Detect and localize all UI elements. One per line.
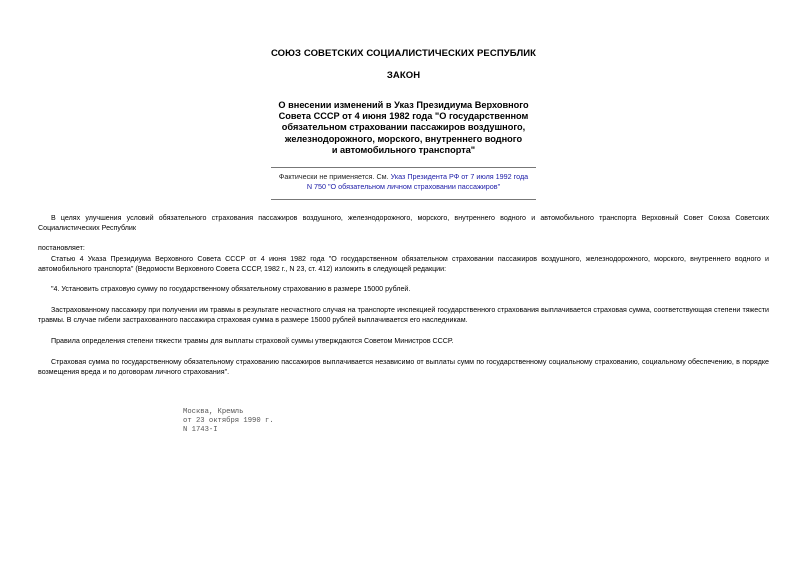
heading-line: железнодорожного, морского, внутреннего водного (284, 133, 523, 144)
paragraph-resolves: постановляет: (38, 244, 85, 252)
paragraph-injury-payment: Застрахованному пассажиру при получении им травмы в результате несчастного случая на транспорте инспекцией государственного страхования выплачивается страховая сумма, соответствующая степени тяжести травмы. В случае гибели застрахованного пассажира страховая сумма в размере 15000 рублей выплачивается его наследникам. (38, 306, 769, 325)
law-heading (250, 100, 557, 156)
paragraph-rules: Правила определения степени тяжести травмы для выплаты страховой суммы утверждаются Советом Министров СССР. (51, 337, 454, 345)
paragraph-article4: Статью 4 Указа Президиума Верховного Совета СССР от 4 июня 1982 года "О государственном обязательном страховании пассажиров воздушного, железнодорожного, морского, внутреннего водного и автомобильного транспорта" (Ведомости Верховного Совета СССР, 1982 г., N 23, ст. 412) изложить в следующей редакции: (38, 255, 769, 274)
signature-date: от 23 октября 1990 г. (183, 417, 274, 426)
decree-link[interactable]: Указ Президента РФ от 7 июля 1992 года (390, 172, 529, 181)
heading-line: обязательном страховании пассажиров воздушного, (281, 122, 526, 133)
paragraph-insured-sum: "4. Установить страховую сумму по государственному обязательному страхованию в размере 15000 рублей. (51, 285, 411, 293)
divider-bottom (271, 199, 536, 200)
heading-line: и автомобильного транспорта" (331, 144, 476, 155)
heading-line: Совета СССР от 4 июня 1982 года "О государственном (278, 111, 529, 122)
paragraph-independence: Страховая сумма по государственному обязательному страхованию пассажиров выплачивается независимо от выплаты сумм по государственному социальному страхованию, социальному обеспечению, в порядке возмещения вреда и по договорам личного страхования". (38, 358, 769, 377)
note-prefix: Фактически не применяется. См. (278, 172, 391, 181)
signature-number: N 1743-I (183, 426, 218, 435)
heading-line: О внесении изменений в Указ Президиума Верховного (278, 100, 529, 110)
paragraph-preamble: В целях улучшения условий обязательного страхования пассажиров воздушного, железнодорожного, морского, внутреннего водного и автомобильного транспорта Верховный Совет Союза Советских Социалистических Республик (38, 214, 769, 233)
union-title: СОЮЗ СОВЕТСКИХ СОЦИАЛИСТИЧЕСКИХ РЕСПУБЛИК (270, 48, 537, 59)
doc-type-title: ЗАКОН (386, 70, 421, 81)
divider-top (271, 167, 536, 168)
signature-place: Москва, Кремль (183, 408, 244, 416)
status-note (260, 172, 547, 193)
decree-link-continued[interactable]: N 750 "О обязательном личном страховании пассажиров" (306, 182, 501, 192)
signature-block (183, 408, 274, 436)
